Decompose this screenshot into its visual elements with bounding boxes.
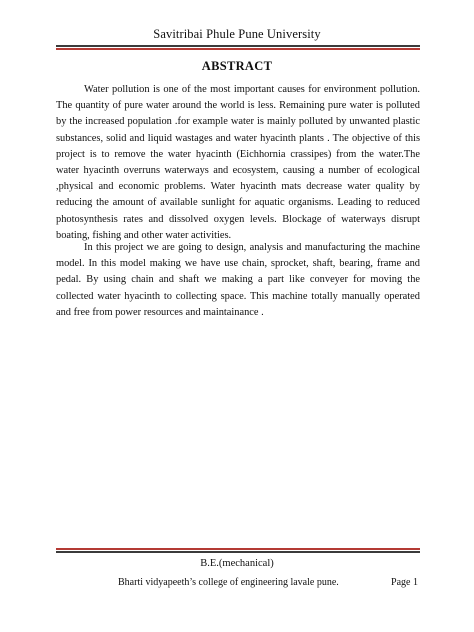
footer-college: Bharti vidyapeeth’s college of engineering lavale pune. bbox=[118, 577, 339, 588]
footer-rule-dark bbox=[56, 551, 420, 553]
footer-rule-red bbox=[56, 548, 420, 550]
header-university: Savitribai Phule Pune University bbox=[153, 27, 321, 41]
abstract-paragraph-2: In this project we are going to design, analysis and manufacturing the machine model. In this model making we have use chain, sprocket, shaft, bearing, frame and pedal. By using chain and shaft we making a part like conveyer for moving the collected water hyacinth to collecting space. This machine totally manually operated and free from power resources and maintainance . bbox=[56, 242, 420, 318]
abstract-heading: ABSTRACT bbox=[201, 59, 273, 73]
header-rule-dark bbox=[56, 45, 420, 47]
abstract-paragraph-2-block bbox=[56, 240, 420, 321]
abstract-paragraph-1: Water pollution is one of the most important causes for environment pollution. The quantity of pure water around the world is less. Remaining pure water is polluted by the increased population .for example water is mainly polluted by unwanted plastic substances, solid and liquid wastages and water hyacinth plants . The objective of this project is to remove the water hyacinth (Eichhornia crassipes) from the water.The water hyacinth overruns waterways and ecosystem, causing a number of ecological ,physical and economic problems. Water hyacinth mats decrease water quality by reducing the amount of available sunlight for aquatic organisms. Leading to reduced photosynthesis rates and dissolved oxygen levels. Blockage of waterways disrupt boating, fishing and other water activities. bbox=[56, 84, 420, 241]
footer-degree: B.E.(mechanical) bbox=[200, 558, 274, 569]
abstract-paragraph-1-block bbox=[56, 82, 420, 244]
footer-page-number: Page 1 bbox=[391, 577, 418, 588]
header-rule-red bbox=[56, 48, 420, 50]
